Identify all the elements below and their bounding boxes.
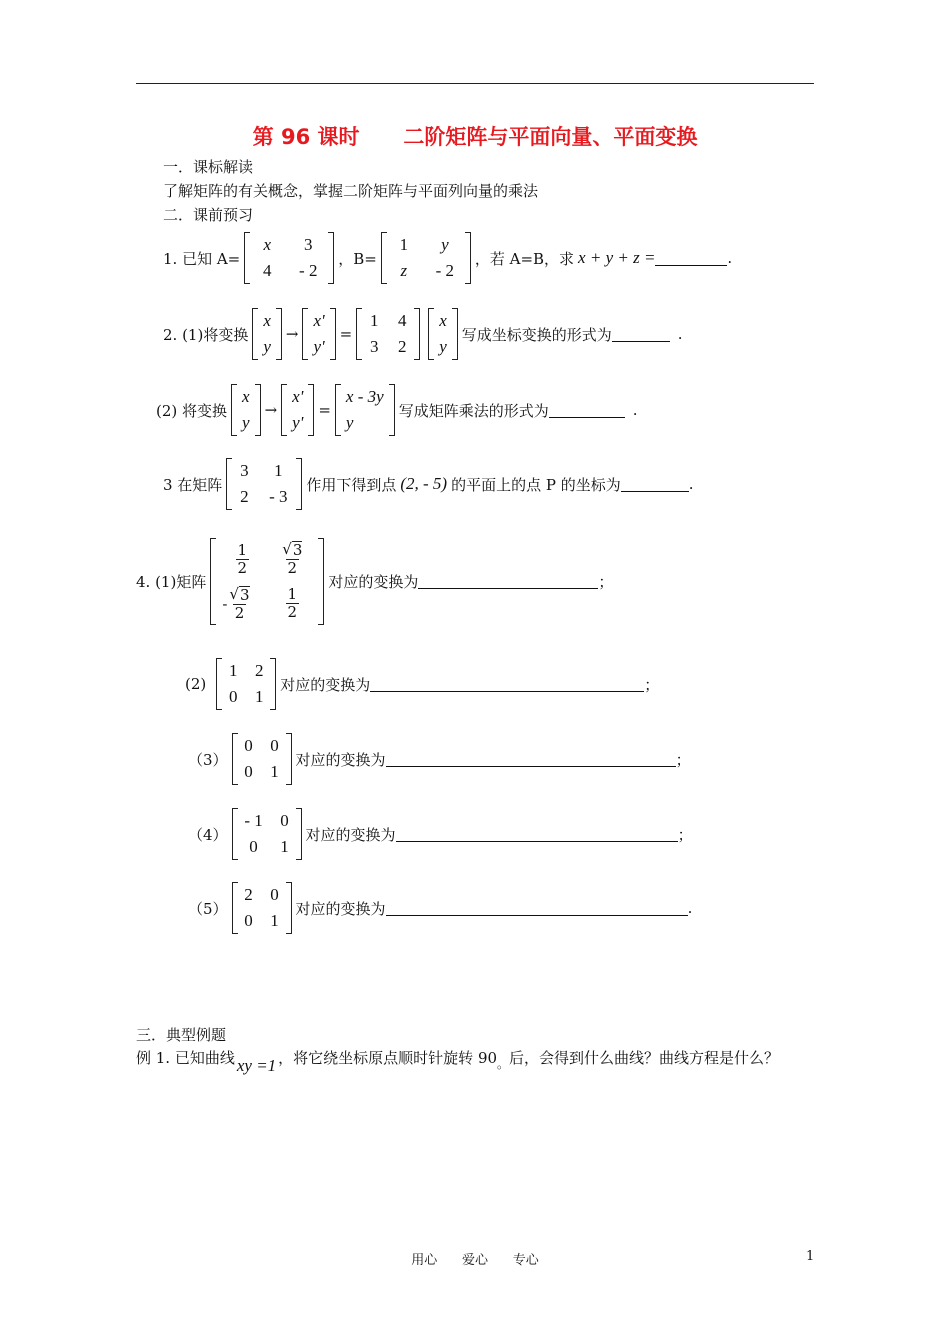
q4-item-end: ； [677, 825, 693, 844]
matrix-cell: 2 [240, 487, 249, 506]
q4-item-end: . [687, 899, 693, 917]
q1-prefix: 1. 已知 A= [163, 249, 241, 268]
q3-mid: 作用下得到点 [306, 475, 397, 494]
matrix-cell: 1 [280, 837, 289, 856]
matrix-cell: 2 [255, 661, 264, 680]
q4-item-tail: 对应的变换为 [295, 899, 386, 918]
matrix-cell: - √ 3 2 [222, 584, 250, 622]
matrix-cell: 1 [255, 687, 264, 706]
matrix-cell: 4 [263, 261, 272, 280]
matrix-cell: 3 [304, 235, 313, 254]
question-4-part-3 [188, 733, 691, 785]
matrix-cell: 0 [244, 762, 253, 781]
matrix-cell: 1 [399, 235, 409, 254]
q2a-tail: 写成坐标变换的形式为 [461, 325, 612, 344]
matrix-cell: 1 [270, 762, 279, 781]
vector-xy [428, 308, 458, 360]
vector-cell: x - 3y [345, 387, 384, 406]
q4-item-tail: 对应的变换为 [295, 750, 386, 769]
q4-item-tail: 对应的变换为 [305, 825, 396, 844]
q4-tail: 对应的变换为 [328, 573, 419, 591]
section-1-heading: 一．课标解读 [163, 158, 254, 176]
q1-expression: x + y + z = [578, 248, 656, 267]
q1-end: . [727, 249, 733, 267]
matrix-q3 [226, 458, 302, 510]
matrix-cell: 1 [229, 661, 238, 680]
q4-item-label: (2) [185, 675, 207, 693]
q2a-end: . [677, 325, 683, 343]
answer-blank[interactable] [386, 901, 688, 916]
answer-blank[interactable] [549, 403, 625, 418]
q3-point: (2, - 5) [400, 474, 448, 493]
degree-mark: 。 [497, 1057, 510, 1071]
question-4-part-5 [188, 882, 692, 934]
vector-cell: x' [292, 387, 304, 406]
answer-blank[interactable] [386, 752, 676, 767]
vector-xy-prime [302, 308, 335, 360]
answer-blank[interactable] [612, 327, 670, 342]
q2b-prefix: (2) 将变换 [156, 401, 228, 420]
matrix-a [244, 232, 334, 284]
question-2-part-1 [163, 308, 683, 360]
header-rule [136, 83, 814, 84]
q4-item-tail: 对应的变换为 [280, 675, 371, 694]
question-4-part-1 [136, 538, 613, 625]
section-2-heading: 二．课前预习 [163, 206, 254, 224]
matrix-cell: 4 [397, 311, 407, 330]
matrix-cell: 0 [229, 687, 238, 706]
q4-item-end: ； [644, 675, 660, 694]
question-4-part-2 [185, 658, 659, 710]
vector-xy [231, 384, 261, 436]
equals-sign: = [318, 401, 331, 419]
matrix-cell: 0 [244, 911, 253, 930]
section-1-text: 了解矩阵的有关概念，掌握二阶矩阵与平面列向量的乘法 [163, 182, 539, 200]
q4-item-label: （4） [188, 825, 228, 844]
matrix-cell: - 2 [299, 261, 318, 280]
answer-blank[interactable] [418, 574, 598, 589]
matrix-cell: √ 3 2 [282, 540, 303, 578]
q4-item-end: ； [675, 750, 691, 769]
arrow: → [285, 325, 299, 343]
q4-prefix: 4. (1)矩阵 [136, 573, 207, 591]
answer-blank[interactable] [396, 827, 678, 842]
answer-blank[interactable] [370, 677, 644, 692]
matrix-cell: x [263, 235, 272, 254]
q1-mid: ，B= [338, 249, 377, 268]
answer-blank[interactable] [621, 477, 689, 492]
matrix-q4-3 [232, 733, 292, 785]
question-1 [163, 232, 732, 284]
equals-sign: = [339, 325, 353, 343]
matrix-q4-5 [232, 882, 292, 934]
q3-tail: 的平面上的点 P 的坐标为 [451, 475, 621, 494]
matrix-cell: 1 [270, 911, 279, 930]
q3-end: . [688, 475, 694, 493]
matrix-cell: 3 [369, 337, 379, 356]
vector-cell: y' [313, 337, 325, 356]
example-1 [136, 1047, 780, 1075]
rotation-matrix [210, 538, 324, 625]
page-title: 第 96 课时 二阶矩阵与平面向量、平面变换 [252, 125, 698, 149]
vector-cell: x [242, 387, 250, 406]
q4-end: ； [598, 573, 614, 591]
matrix-cell: 3 [240, 461, 249, 480]
vector-cell: x [263, 311, 271, 330]
section-3-heading: 三．典型例题 [136, 1026, 227, 1044]
q4-item-label: （5） [188, 899, 228, 918]
matrix-cell: 0 [270, 885, 279, 904]
matrix-cell: 2 [244, 885, 253, 904]
vector-cell: y' [292, 413, 304, 432]
vector-xy-prime [281, 384, 314, 436]
matrix-cell: 1 [369, 311, 379, 330]
question-3 [163, 458, 693, 510]
vector-cell: y [263, 337, 271, 356]
ex1-mid: ，将它绕坐标原点顺时针旋转 90 [278, 1049, 498, 1067]
matrix-cell: - 1 [244, 811, 263, 830]
matrix-q4-4 [232, 808, 302, 860]
matrix-cell: 0 [249, 837, 258, 856]
vector-cell: y [345, 413, 354, 432]
q2a-prefix: 2. (1)将变换 [163, 325, 249, 344]
page-footer: 用心 爱心 专心 [411, 1253, 539, 1268]
matrix-cell: 0 [270, 736, 279, 755]
vector-cell: x' [313, 311, 325, 330]
question-4-part-4 [188, 808, 693, 860]
matrix-b [381, 232, 471, 284]
q3-prefix: 3 在矩阵 [163, 475, 223, 494]
vector-xy [252, 308, 282, 360]
matrix-cell: y [441, 235, 449, 254]
matrix-cell: 0 [244, 736, 253, 755]
q1-tail: ，若 A=B，求 [474, 249, 575, 268]
question-2-part-2 [156, 384, 637, 436]
vector-cell: y [242, 413, 250, 432]
q2b-end: . [632, 401, 638, 419]
matrix-cell: $\frac{1}{2}$ [237, 540, 248, 577]
vector-cell: x [439, 311, 447, 330]
page-number: 1 [806, 1249, 815, 1264]
matrix-cell: 2 [397, 337, 407, 356]
answer-blank[interactable] [655, 251, 727, 266]
matrix-cell: - 3 [269, 487, 288, 506]
q4-item-label: （3） [188, 750, 228, 769]
ex1-expression: xy =1 [236, 1055, 277, 1075]
arrow: → [264, 401, 278, 419]
ex1-prefix: 例 1. 已知曲线 [136, 1049, 235, 1067]
vector-result [335, 384, 395, 436]
ex1-tail: 后，会得到什么曲线？曲线方程是什么？ [509, 1049, 780, 1067]
matrix-cell: z [400, 261, 408, 280]
matrix-cell: 0 [280, 811, 289, 830]
matrix-transform [356, 308, 420, 360]
vector-cell: y [439, 337, 447, 356]
q2b-tail: 写成矩阵乘法的形式为 [398, 401, 549, 420]
matrix-cell: $\frac{1}{2}$ [287, 585, 298, 622]
matrix-cell: 1 [274, 461, 283, 480]
matrix-q4-2 [216, 658, 276, 710]
matrix-cell: - 2 [435, 261, 455, 280]
